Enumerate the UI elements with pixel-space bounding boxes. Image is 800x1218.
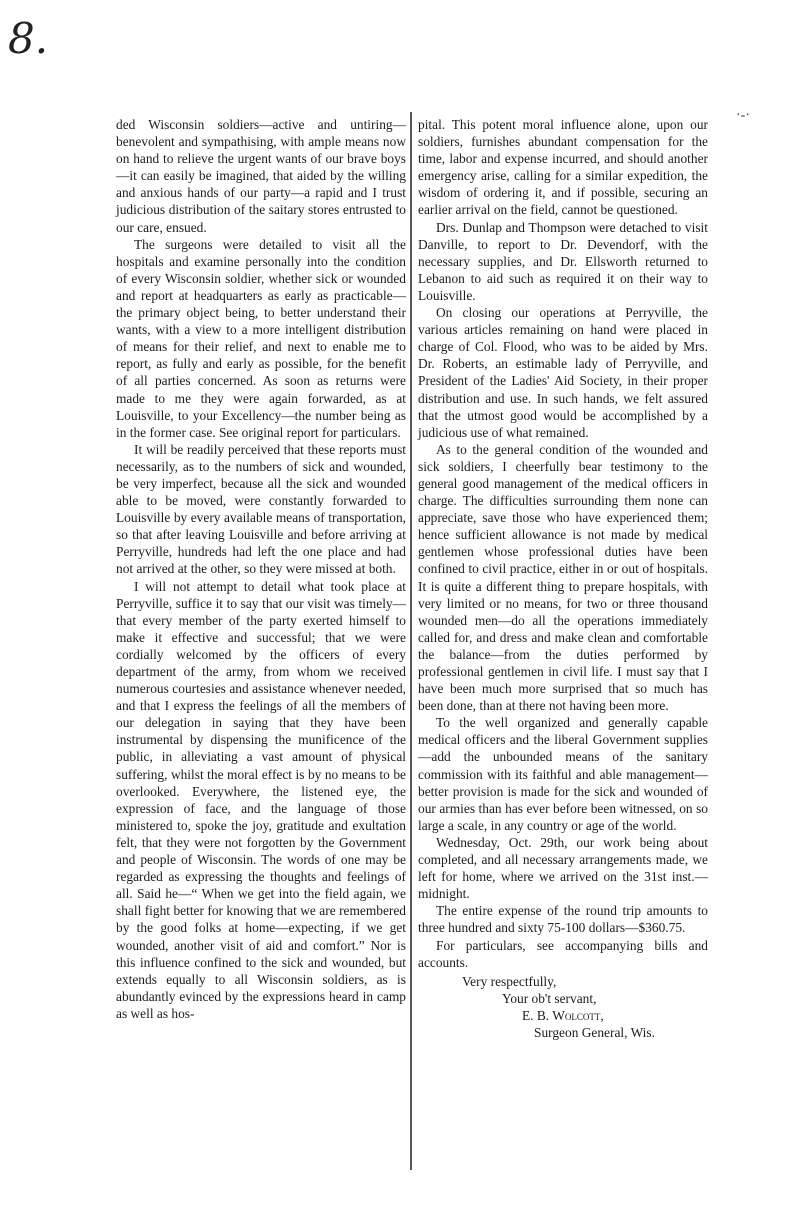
paragraph: Drs. Dunlap and Thompson were detached to visit Danville, to report to Dr. Devendorf, with the necessary supplies, and Dr. Ellsworth returned to Lebanon to aid such as required it on their way to Louisville. [418, 219, 708, 303]
signature-block [418, 973, 708, 1041]
signer-title: Surgeon General, Wis. [534, 1024, 655, 1040]
servant-line: Your ob't servant, [502, 990, 597, 1006]
paragraph: I will not attempt to detail what took place at Perryville, suffice it to say that our visit was timely—that every member of the party exerted himself to make it effective and successful; that we were cordially welcomed by the officers of every department of the army, from whom we received numerous courtesies and assistance whenever needed, and that I express the feelings of all the members of our delegation in saying that they have been instrumental by dispensing the munificence of the public, in alleviating a vast amount of physical suffering, whilst the moral effect is by no means to be overlooked. Everywhere, the listened eye, the expression of face, and the language of those ministered to, spoke the joy, gratitude and exultation felt, that they were not forgotten by the Government and people of Wisconsin. The words of one may be regarded as expressing the thoughts and feelings of all. Said he—“ When we get into the field again, we shall fight better for knowing that we are remembered by the good folks at home—expecting, if we get wounded, another visit of aid and comfort.” Nor is this influence confined to the sick and wounded, but extends equally to all Wisconsin soldiers, as is abundantly evinced by the expressions heard in camp as well as hos- [116, 578, 406, 1021]
paragraph: It will be readily perceived that these reports must necessarily, as to the numbers of sick and wounded, be very imperfect, because all the sick and wounded able to be moved, were constantly forwarded to Louisville by every available means of transportation, so that after leaving Louisville and before arriving at Perryville, hundreds had left the one place and had not arrived at the other, so they were missed at both. [116, 441, 406, 577]
paragraph: The entire expense of the round trip amounts to three hundred and sixty 75-100 dollars—$360.75. [418, 903, 708, 936]
paragraph: ded Wisconsin soldiers—active and untiring—benevolent and sympathising, with ample means now on hand to relieve the urgent wants of our brave boys—it can easily be imagined, that aided by the willing and anxious hands of our party—a rapid and I trust judicious distribution of the saitary stores entrusted to our care, ensued. [116, 117, 406, 235]
page-number: 8. [8, 14, 49, 63]
paragraph: pital. This potent moral influence alone, upon our soldiers, furnishes abundant compensation for the time, labor and expense incurred, and should another emergency arise, calling for a similar expedition, the wisdom of ordering it, and if possible, securing an earlier arrival on the field, cannot be questioned. [418, 117, 708, 218]
right-column [418, 116, 708, 1041]
paragraph: On closing our operations at Perryville, the various articles remaining on hand were placed in charge of Col. Flood, who was to be aided by Mrs. Dr. Roberts, an estimable lady of Perryville, and President of the Ladies' Aid Society, in their proper distribution and use. In such hands, we felt assured that the utmost good would be accomplished by a judicious use of what remained. [418, 305, 708, 440]
paragraph: As to the general condition of the wounded and sick soldiers, I cheerfully bear testimony to the general good management of the medical officers in charge. The difficulties surrounding them none can appreciate, save those who have experienced them; hence sufficient allowance is not made by medical gentlemen whose professional duties have been confined to civil practice, either in or out of hospitals. It is quite a different thing to prepare hospitals, with very limited or no means, for two or three thousand wounded men—do all the operations immediately called for, and dress and make clean and comfortable the balance—from the duties performed by professional gentlemen in civil life. I must say that I have been much more surprised that so much has been done, than at there not having been more. [418, 441, 708, 714]
signer-name: E. B. Wolcott, [522, 1007, 604, 1023]
column-divider [410, 112, 412, 1170]
paragraph: For particulars, see accompanying bills and accounts. [418, 937, 708, 970]
paragraph: Wednesday, Oct. 29th, our work being about completed, and all necessary arrangements made, we left for home, where we arrived on the 31st inst.—midnight. [418, 834, 708, 902]
closing-line: Very respectfully, [462, 973, 557, 989]
paragraph: To the well organized and generally capable medical officers and the liberal Government supplies—add the unbounded means of the sanitary commission with its faithful and able management—better provision is made for the sick and wounded of our armies than has ever before been witnessed, on so large a scale, in any country or age of the world. [418, 715, 708, 833]
paragraph: The surgeons were detailed to visit all the hospitals and examine personally into the condition of every Wisconsin soldier, whether sick or wounded and report at headquarters as early as practicable—the primary object being, to better understand their wants, with a view to a more intelligent distribution of means for their relief, and next to enable me to report, as fully and early as possible, for the benefit of all parties concerned. As soon as returns were made to me they were again forwarded, as at Louisville, to your Excellency—the number being as in the former case. See original report for particulars. [116, 236, 406, 440]
left-column [116, 116, 406, 1022]
ink-speck-mark: ·-· [736, 108, 750, 123]
